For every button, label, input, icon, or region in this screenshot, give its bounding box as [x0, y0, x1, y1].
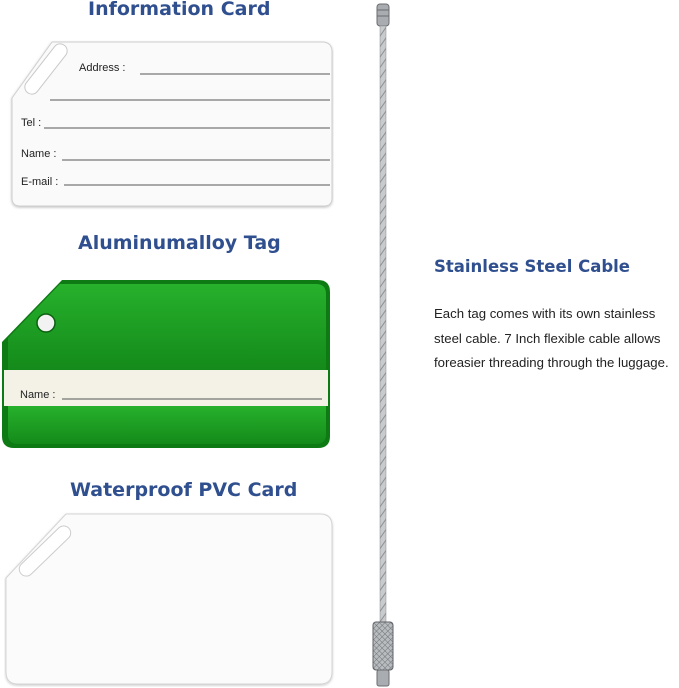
tag-front-lower — [8, 406, 326, 444]
aluminum-tag-image — [0, 278, 340, 453]
steel-cable-description — [434, 302, 679, 376]
description-line: foreasier threading through the luggage. — [434, 355, 669, 370]
steel-cable-image — [368, 0, 398, 688]
cable-bottom-cap — [377, 670, 389, 686]
name-label: Name : — [21, 148, 57, 160]
cable-connector — [373, 622, 393, 670]
description-line: steel cable. 7 Inch flexible cable allows — [434, 330, 661, 346]
tag-front-upper — [8, 284, 326, 370]
cable-top-cap — [377, 4, 389, 26]
tag-hole — [37, 314, 55, 332]
steel-cable-title: Stainless Steel Cable — [434, 257, 630, 276]
pvc-card-image — [4, 512, 344, 687]
info-card-body — [12, 42, 332, 206]
pvc-card-title: Waterproof PVC Card — [70, 479, 298, 501]
description-line: Each tag comes with its own stainless — [434, 306, 656, 321]
aluminum-tag-title: Aluminumalloy Tag — [78, 232, 281, 254]
cable-wire — [380, 26, 386, 622]
email-label: E-mail : — [21, 176, 59, 188]
tag-name-label: Name : — [20, 389, 56, 401]
address-label: Address : — [79, 62, 126, 74]
tel-label: Tel : — [21, 117, 42, 129]
information-card-title: Information Card — [88, 0, 271, 20]
